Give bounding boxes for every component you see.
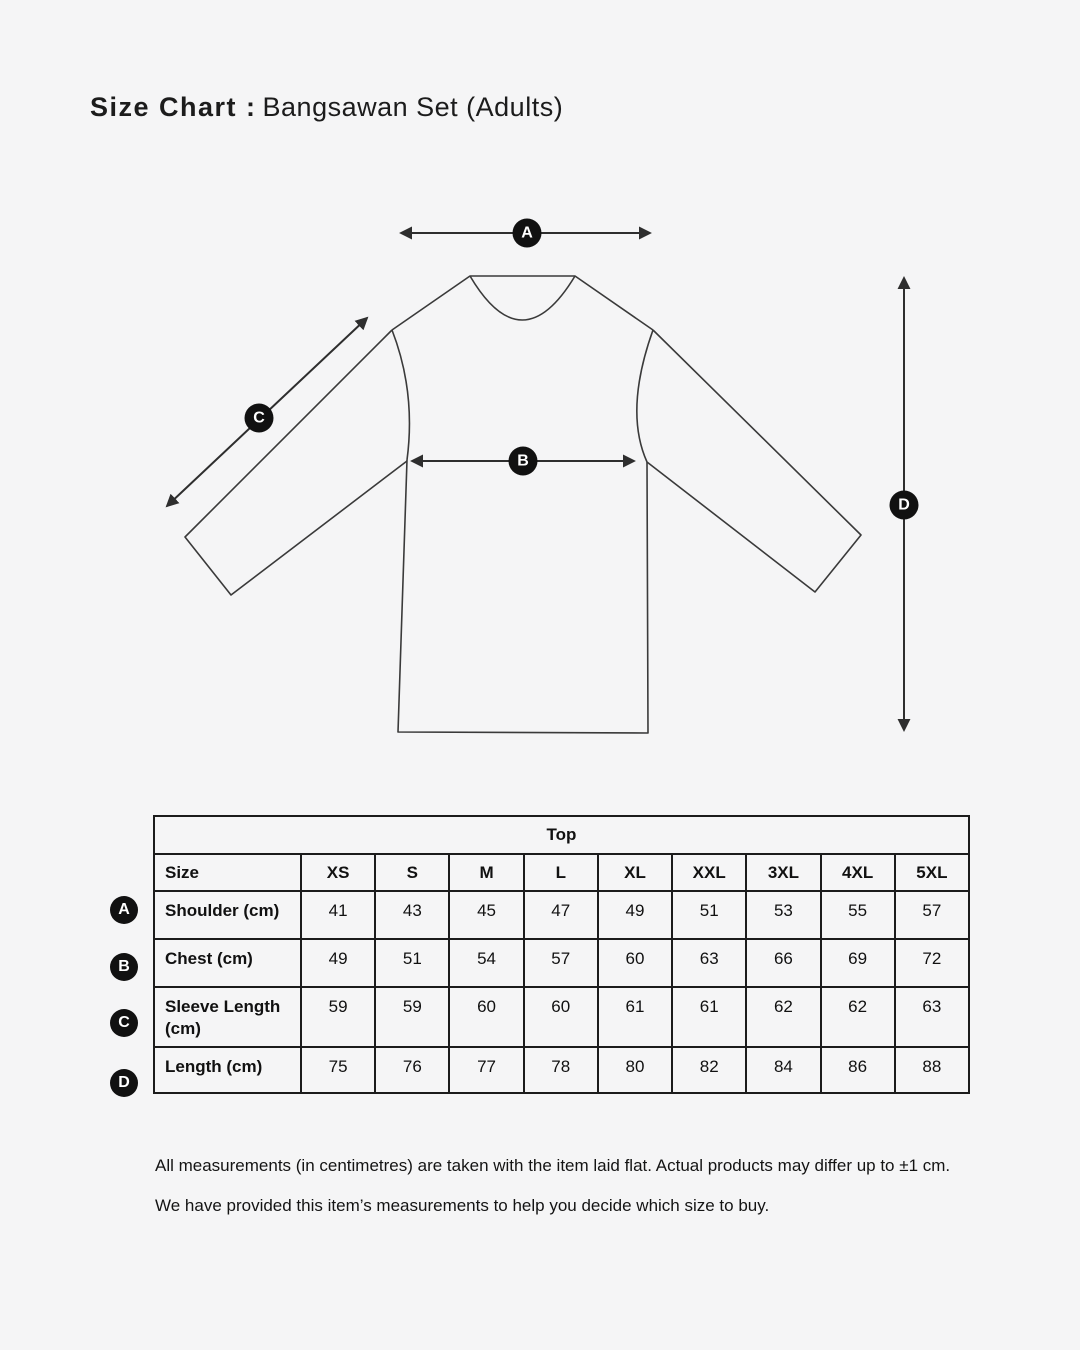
size-header-xs: XS: [301, 854, 375, 891]
diagram-badge-shoulder: [513, 219, 542, 248]
measurement-value: 61: [672, 987, 746, 1047]
table-group-header-row: [154, 816, 969, 854]
measurement-value: 63: [895, 987, 969, 1047]
measurement-value: 55: [821, 891, 895, 939]
size-header-xl: XL: [598, 854, 672, 891]
shirt-body: [398, 460, 648, 733]
table-group-header: Top: [154, 816, 969, 854]
size-header-3xl: 3XL: [746, 854, 820, 891]
measurement-value: 59: [375, 987, 449, 1047]
table-row-badge-chest: B: [110, 953, 138, 981]
diagram-badge-sleeve: [245, 404, 274, 433]
shirt-left-armhole: [392, 330, 409, 460]
measurement-value: 77: [449, 1047, 523, 1093]
row-label: Length (cm): [154, 1047, 301, 1093]
measurement-value: 60: [524, 987, 598, 1047]
measurement-value: 57: [524, 939, 598, 987]
size-table-body: [154, 891, 969, 1093]
measurement-value: 76: [375, 1047, 449, 1093]
row-label: Sleeve Length (cm): [154, 987, 301, 1047]
measurement-value: 84: [746, 1047, 820, 1093]
measurement-value: 59: [301, 987, 375, 1047]
measurement-value: 47: [524, 891, 598, 939]
shirt-outline: [185, 276, 861, 733]
table-row: [154, 1047, 969, 1093]
table-row-badge-length: D: [110, 1069, 138, 1097]
measurement-value: 78: [524, 1047, 598, 1093]
diagram-badge-length-label: D: [898, 496, 910, 514]
table-row: [154, 987, 969, 1047]
diagram-badge-shoulder-label: A: [521, 224, 533, 242]
measurement-value: 82: [672, 1047, 746, 1093]
measurement-value: 80: [598, 1047, 672, 1093]
measurement-value: 51: [672, 891, 746, 939]
row-label: Shoulder (cm): [154, 891, 301, 939]
shirt-shoulder-line: [392, 276, 653, 330]
measurement-value: 54: [449, 939, 523, 987]
diagram-badge-chest-label: B: [517, 452, 529, 470]
size-header-l: L: [524, 854, 598, 891]
footnote-measurements: All measurements (in centimetres) are taken with the item laid flat. Actual products may differ up to ±1 cm.: [155, 1156, 951, 1175]
page-title-product: Bangsawan Set (Adults): [262, 92, 564, 122]
measurement-arrows: [167, 233, 904, 730]
shirt-left-sleeve: [185, 330, 407, 595]
table-row: [154, 939, 969, 987]
measurement-value: 43: [375, 891, 449, 939]
shirt-neckline: [470, 276, 575, 320]
measurement-value: 45: [449, 891, 523, 939]
diagram-badge-length: [890, 491, 919, 520]
measurement-value: 62: [746, 987, 820, 1047]
size-header-m: M: [449, 854, 523, 891]
size-header-cell: Size: [154, 854, 301, 891]
diagram-marker-badges: [245, 219, 919, 520]
measurement-value: 51: [375, 939, 449, 987]
diagram-badge-sleeve-label: C: [253, 409, 265, 427]
footnote-purpose: We have provided this item’s measurements to help you decide which size to buy.: [155, 1196, 770, 1215]
measurement-value: 86: [821, 1047, 895, 1093]
table-row: [154, 891, 969, 939]
size-header-s: S: [375, 854, 449, 891]
row-label: Chest (cm): [154, 939, 301, 987]
measurement-value: 66: [746, 939, 820, 987]
measurement-value: 75: [301, 1047, 375, 1093]
shirt-right-sleeve: [647, 330, 861, 592]
measurement-value: 49: [301, 939, 375, 987]
table-row-badge-sleeve: C: [110, 1009, 138, 1037]
table-size-header-row: [154, 854, 969, 891]
measurement-value: 63: [672, 939, 746, 987]
measurement-value: 53: [746, 891, 820, 939]
measurement-value: 60: [449, 987, 523, 1047]
page-title-prefix: Size Chart :: [90, 92, 257, 122]
table-row-badge-shoulder: A: [110, 896, 138, 924]
size-header-4xl: 4XL: [821, 854, 895, 891]
measurement-value: 41: [301, 891, 375, 939]
measurement-value: 62: [821, 987, 895, 1047]
measurement-value: 69: [821, 939, 895, 987]
size-header-5xl: 5XL: [895, 854, 969, 891]
measurement-value: 49: [598, 891, 672, 939]
measurement-value: 61: [598, 987, 672, 1047]
size-header-xxl: XXL: [672, 854, 746, 891]
shirt-right-armhole: [637, 330, 653, 462]
measurement-value: 60: [598, 939, 672, 987]
measurement-value: 88: [895, 1047, 969, 1093]
size-table: [153, 815, 970, 1094]
measurement-value: 57: [895, 891, 969, 939]
diagram-badge-chest: [509, 447, 538, 476]
measurement-value: 72: [895, 939, 969, 987]
